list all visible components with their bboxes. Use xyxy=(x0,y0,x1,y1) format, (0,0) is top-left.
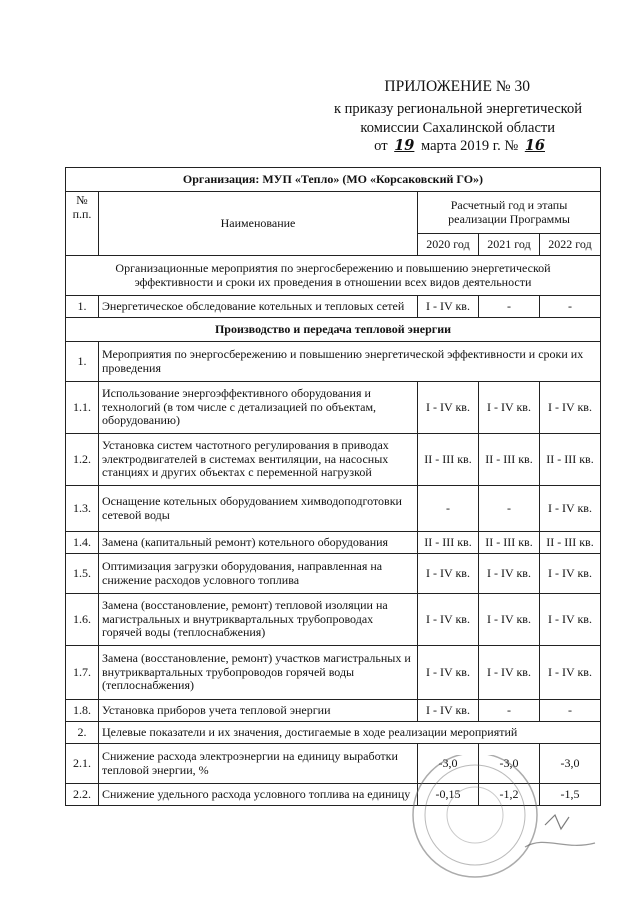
table-row xyxy=(66,722,601,744)
row-value: II - III кв. xyxy=(479,434,540,486)
row-value: I - IV кв. xyxy=(540,554,601,594)
row-value: I - IV кв. xyxy=(418,554,479,594)
table-row xyxy=(66,296,601,318)
year-header: 2020 год xyxy=(418,234,479,256)
col-num-header: № п.п. xyxy=(66,192,99,256)
row-number: 2.2. xyxy=(66,784,99,806)
row-value: I - IV кв. xyxy=(540,382,601,434)
row-value: -3,0 xyxy=(479,744,540,784)
row-name: Замена (капитальный ремонт) котельного оборудования xyxy=(99,532,418,554)
row-value: I - IV кв. xyxy=(418,700,479,722)
order-reference: к приказу региональной энергетической xyxy=(333,101,582,117)
row-name: Целевые показатели и их значения, достигаемые в ходе реализации мероприятий xyxy=(99,722,601,744)
table-row xyxy=(66,342,601,382)
col-period-header: Расчетный год и этапы реализации Программы xyxy=(418,192,601,234)
row-value: I - IV кв. xyxy=(418,646,479,700)
row-value: II - III кв. xyxy=(540,434,601,486)
row-value: I - IV кв. xyxy=(479,554,540,594)
row-number: 2.1. xyxy=(66,744,99,784)
row-name: Установка приборов учета тепловой энергии xyxy=(99,700,418,722)
table-row xyxy=(66,486,601,532)
row-name: Использование энергоэффективного оборудования и технологий (в том числе с детализацией по объектам, оборудованию) xyxy=(99,382,418,434)
commission-name: комиссии Сахалинской области xyxy=(360,120,555,136)
table-row xyxy=(66,554,601,594)
row-number: 1.6. xyxy=(66,594,99,646)
row-number: 2. xyxy=(66,722,99,744)
row-name: Снижение расхода электроэнергии на единицу выработки тепловой энергии, % xyxy=(99,744,418,784)
row-value: I - IV кв. xyxy=(479,594,540,646)
program-table xyxy=(65,167,601,806)
row-value: II - III кв. xyxy=(540,532,601,554)
row-number: 1.3. xyxy=(66,486,99,532)
row-value: -1,2 xyxy=(479,784,540,806)
row-number: 1.7. xyxy=(66,646,99,700)
section-organizational: Организационные мероприятия по энергосбережению и повышению энергетической эффективности и сроки их проведения в отношении всех видов деятельности xyxy=(66,256,601,296)
year-header: 2021 год xyxy=(479,234,540,256)
row-number: 1.8. xyxy=(66,700,99,722)
row-name: Оснащение котельных оборудованием химводоподготовки сетевой воды xyxy=(99,486,418,532)
table-row xyxy=(66,434,601,486)
row-value: -0,15 xyxy=(418,784,479,806)
row-number: 1. xyxy=(66,296,99,318)
col-name-header: Наименование xyxy=(99,192,418,256)
row-value: - xyxy=(479,486,540,532)
row-value: I - IV кв. xyxy=(418,382,479,434)
row-value: -3,0 xyxy=(540,744,601,784)
row-value: II - III кв. xyxy=(418,434,479,486)
date-day: 19 xyxy=(394,137,415,154)
row-name: Снижение удельного расхода условного топлива на единицу xyxy=(99,784,418,806)
row-value: -3,0 xyxy=(418,744,479,784)
order-date xyxy=(374,137,548,155)
year-header: 2022 год xyxy=(540,234,601,256)
row-value: - xyxy=(540,700,601,722)
row-number: 1.4. xyxy=(66,532,99,554)
appendix-title: ПРИЛОЖЕНИЕ № 30 xyxy=(384,78,530,95)
row-value: -1,5 xyxy=(540,784,601,806)
date-month-year: марта 2019 г. № xyxy=(421,138,519,154)
organization-title: Организация: МУП «Тепло» (МО «Корсаковский ГО») xyxy=(66,168,601,192)
row-name: Мероприятия по энергосбережению и повышению энергетической эффективности и сроки их проведения xyxy=(99,342,601,382)
row-value: I - IV кв. xyxy=(540,646,601,700)
row-name: Замена (восстановление, ремонт) участков магистральных и внутриквартальных трубопроводов горячей воды (теплоснабжения) xyxy=(99,646,418,700)
row-value: I - IV кв. xyxy=(418,594,479,646)
section-production: Производство и передача тепловой энергии xyxy=(66,318,601,342)
table-row xyxy=(66,382,601,434)
date-prefix: от xyxy=(374,138,388,154)
table-row xyxy=(66,594,601,646)
row-value: II - III кв. xyxy=(479,532,540,554)
row-name: Установка систем частотного регулирования в приводах электродвигателей в системах вентиляции, на насосных станциях и других объектах с переменной нагрузкой xyxy=(99,434,418,486)
table-row xyxy=(66,784,601,806)
row-name: Замена (восстановление, ремонт) тепловой изоляции на магистральных и внутриквартальных трубопроводах горячей воды (теплоснабжения) xyxy=(99,594,418,646)
row-name: Оптимизация загрузки оборудования, направленная на снижение расходов условного топлива xyxy=(99,554,418,594)
table-row xyxy=(66,744,601,784)
row-number: 1.2. xyxy=(66,434,99,486)
row-value: - xyxy=(540,296,601,318)
row-value: II - III кв. xyxy=(418,532,479,554)
table-row xyxy=(66,700,601,722)
table-row xyxy=(66,532,601,554)
row-value: I - IV кв. xyxy=(479,646,540,700)
row-value: I - IV кв. xyxy=(479,382,540,434)
order-number: 16 xyxy=(524,137,545,154)
row-value: - xyxy=(418,486,479,532)
row-value: I - IV кв. xyxy=(540,594,601,646)
row-value: - xyxy=(479,700,540,722)
row-number: 1. xyxy=(66,342,99,382)
table-row xyxy=(66,646,601,700)
row-name: Энергетическое обследование котельных и тепловых сетей xyxy=(99,296,418,318)
row-number: 1.5. xyxy=(66,554,99,594)
row-value: I - IV кв. xyxy=(540,486,601,532)
row-number: 1.1. xyxy=(66,382,99,434)
row-value: I - IV кв. xyxy=(418,296,479,318)
row-value: - xyxy=(479,296,540,318)
